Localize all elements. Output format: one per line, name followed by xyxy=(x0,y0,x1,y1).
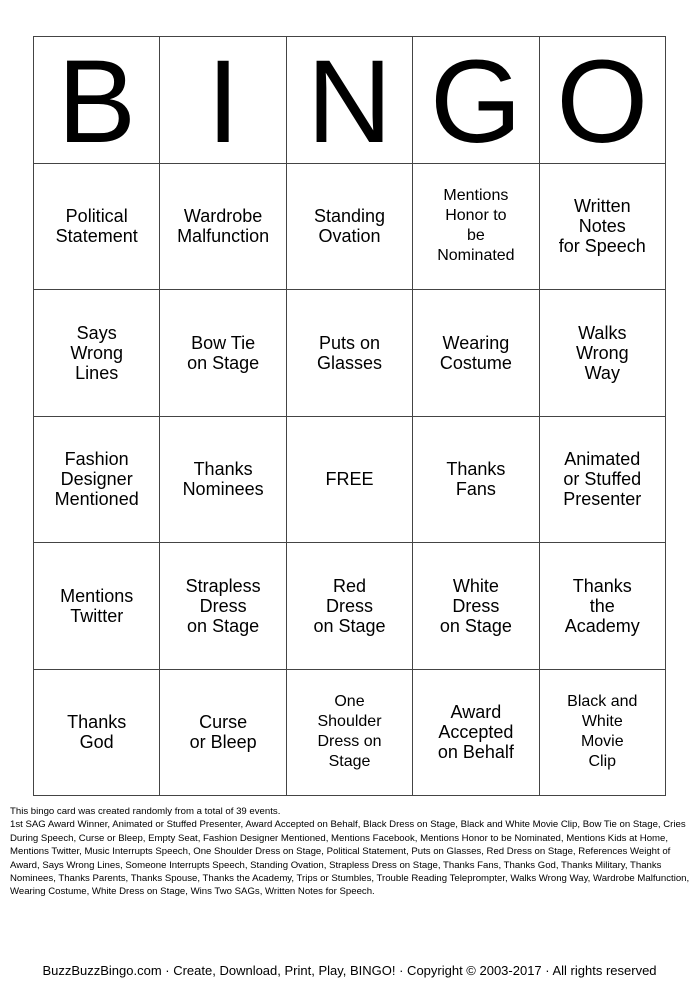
footer-copyright: BuzzBuzzBingo.com · Create, Download, Print, Play, BINGO! · Copyright © 2003-2017 · All rights reserved xyxy=(42,963,657,978)
events-note xyxy=(10,805,690,899)
header-letter: I xyxy=(160,37,286,164)
bingo-cell: Fashion Designer Mentioned xyxy=(34,417,160,544)
bingo-cell: Wardrobe Malfunction xyxy=(160,164,286,291)
bingo-cell: Political Statement xyxy=(34,164,160,291)
bingo-cell: Thanks Fans xyxy=(413,417,539,544)
bingo-cell: Written Notes for Speech xyxy=(540,164,666,291)
bingo-cell: Animated or Stuffed Presenter xyxy=(540,417,666,544)
bingo-cell: Thanks God xyxy=(34,670,160,797)
bingo-cell: Award Accepted on Behalf xyxy=(413,670,539,797)
free-space: FREE xyxy=(287,417,413,544)
bingo-cell: Mentions Honor to be Nominated xyxy=(413,164,539,291)
header-letter: O xyxy=(540,37,666,164)
header-letter: B xyxy=(34,37,160,164)
bingo-cell: Strapless Dress on Stage xyxy=(160,543,286,670)
events-list: 1st SAG Award Winner, Animated or Stuffed Presenter, Award Accepted on Behalf, Black Dress on Stage, Black and White Movie Clip, Bow Tie on Stage, Cries During Speech, Curse or Bleep, Empty Seat, Fashion Designer Mentioned, Mentions Facebook, Mentions Honor to be Nominated, Mentions Kids at Home, Mentions Twitter, Music Interrupts Speech, One Shoulder Dress on Stage, Political Statement, Puts on Glasses, Red Dress on Stage, References Weight of Award, Says Wrong Lines, Someone Interrupts Speech, Standing Ovation, Strapless Dress on Stage, Thanks Fans, Thanks God, Thanks Military, Thanks Nominees, Thanks Parents, Thanks Spouse, Thanks the Academy, Trips or Stumbles, Trouble Reading Teleprompter, Walks Wrong Way, Wardrobe Malfunction, Wearing Costume, White Dress on Stage, Wins Two SAGs, Written Notes for Speech. xyxy=(10,819,690,898)
bingo-cell: Walks Wrong Way xyxy=(540,290,666,417)
events-intro: This bingo card was created randomly from a total of 39 events. xyxy=(10,806,281,817)
bingo-card xyxy=(33,36,666,796)
bingo-cell: Bow Tie on Stage xyxy=(160,290,286,417)
header-letter: N xyxy=(287,37,413,164)
bingo-cell: Puts on Glasses xyxy=(287,290,413,417)
bingo-cell: Red Dress on Stage xyxy=(287,543,413,670)
bingo-cell: Thanks Nominees xyxy=(160,417,286,544)
bingo-cell: Says Wrong Lines xyxy=(34,290,160,417)
header-letter: G xyxy=(413,37,539,164)
bingo-cell: Curse or Bleep xyxy=(160,670,286,797)
bingo-cell: Wearing Costume xyxy=(413,290,539,417)
bingo-cell: Mentions Twitter xyxy=(34,543,160,670)
bingo-cell: Black and White Movie Clip xyxy=(540,670,666,797)
bingo-cell: One Shoulder Dress on Stage xyxy=(287,670,413,797)
bingo-cell: Standing Ovation xyxy=(287,164,413,291)
bingo-cell: Thanks the Academy xyxy=(540,543,666,670)
bingo-cell: White Dress on Stage xyxy=(413,543,539,670)
